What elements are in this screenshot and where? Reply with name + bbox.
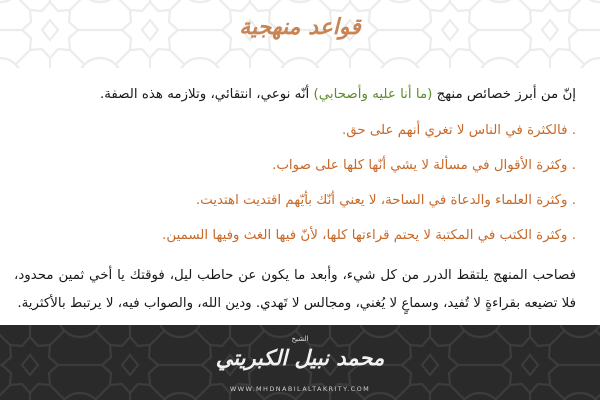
page-title: قواعد منهجية xyxy=(239,14,361,40)
footer-banner xyxy=(0,325,600,400)
closing-paragraph: فصاحب المنهج يلتقط الدرر من كل شيء، وأبعد ما يكون عن حاطب ليل، فوقتك يا أخي ثمين محدود، فلا تضيعه بقراءةٍ لا تُفيد، وسماعٍ لا يُغني، ومجالس لا تَهدي. ودين الله، والصواب فيه، لا يرتبط بالأكثرية. xyxy=(14,268,576,311)
intro-text-end: أنّه نوعي، انتقائي، وتلازمه هذه الصفة. xyxy=(99,87,314,102)
header-banner xyxy=(0,0,600,68)
bullet-item: . وكثرة الكتب في المكتبة لا يحتم قراءتها كلها، لأنّ فيها الغث وفيها السمين. xyxy=(162,228,576,243)
bullet-item: . فالكثرة في الناس لا تغري أنهم على حق. xyxy=(341,123,576,138)
intro-line xyxy=(12,86,576,104)
intro-text-start: إنّ من أبرز خصائص منهج xyxy=(432,87,576,102)
author-honorific: الشيخ xyxy=(291,335,309,343)
author-signature: محمد نبيل الكبريتي xyxy=(215,345,385,370)
intro-highlight: (ما أنا عليه وأصحابي) xyxy=(313,87,433,102)
website-url[interactable]: WWW.MHDNABILALTAKRITY.COM xyxy=(229,385,371,393)
bullet-item: . وكثرة العلماء والدعاة في الساحة، لا يعني أنّك بأيّهم اقتديت اهتديت. xyxy=(195,193,576,208)
bullet-item: . وكثرة الأقوال في مسألة لا يشي أنّها كلها على صواب. xyxy=(272,158,576,173)
article-body xyxy=(0,68,600,325)
